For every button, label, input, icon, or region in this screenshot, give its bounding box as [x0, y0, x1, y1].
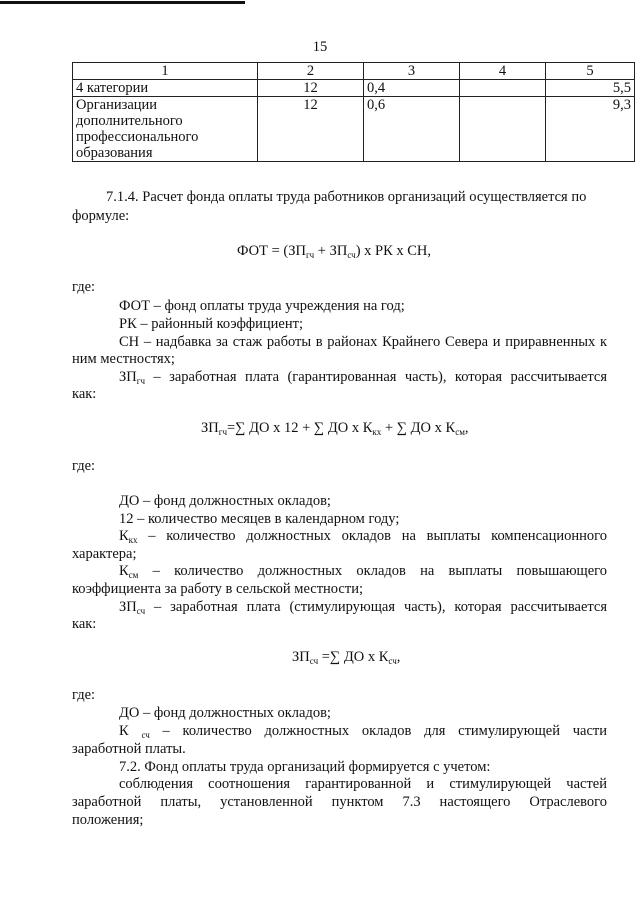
- cell-line: образования: [76, 145, 153, 161]
- how-label: как:: [72, 616, 97, 632]
- paragraph-714-line2: формуле:: [72, 208, 130, 224]
- table-header-cell: 4: [460, 63, 546, 80]
- formula-zpgch: $ЗП_{гч}=\sum$ ДО х 12 + ∑ ДО х $К_{кх}$ + ∑ ДО х $К_{см}$,: [201, 420, 469, 437]
- definition-kkh-line2: характера;: [72, 546, 137, 562]
- table-cell: 9,3: [546, 97, 635, 162]
- definition-rk: РК – районный коэффициент;: [119, 316, 303, 332]
- table-header-cell: 2: [258, 63, 364, 80]
- table-row: [73, 80, 635, 97]
- formula-zpsch: $ЗП_{сч}$ =∑ ДО х $К_{сч}$,: [292, 649, 401, 666]
- table-cell: [460, 80, 546, 97]
- definition-ksch-line2: заработной платы.: [72, 741, 186, 757]
- definition-ksch-line1: К $_{сч}$ – количество должностных окладов для стимулирующей части: [119, 723, 607, 740]
- table-cell: [460, 97, 546, 162]
- table-row: [73, 97, 635, 162]
- top-rule: [0, 1, 245, 4]
- definition-ksm-line2: коэффициента за работу в сельской местности;: [72, 581, 363, 597]
- cell-line: Организации: [76, 97, 158, 113]
- table-cell: 12: [258, 97, 364, 162]
- definition-months: 12 – количество месяцев в календарном году;: [119, 511, 400, 527]
- definition-kkh-line1: $К_{кх}$ – количество должностных окладов на выплаты компенсационного: [119, 528, 607, 545]
- coefficients-table: [72, 62, 635, 162]
- cell-line: профессионального: [76, 129, 199, 145]
- how-label: как:: [72, 386, 97, 402]
- table-cell: 0,6: [364, 97, 460, 162]
- observance-line3: положения;: [72, 812, 144, 828]
- cell-line: дополнительного: [76, 113, 183, 129]
- definition-fot: ФОТ – фонд оплаты труда учреждения на год;: [119, 298, 405, 314]
- definition-ksm-line1: $К_{см}$ – количество должностных окладов на выплаты повышающего: [119, 563, 607, 580]
- definition-do: ДО – фонд должностных окладов;: [119, 493, 331, 509]
- table-cell: 5,5: [546, 80, 635, 97]
- table-cell-name: [73, 97, 258, 162]
- definition-zpgch-line1: $ЗП_{гч}$ – заработная плата (гарантированная часть), которая рассчитывается: [119, 369, 607, 386]
- paragraph-714-line1: 7.1.4. Расчет фонда оплаты труда работников организаций осуществляется по: [106, 189, 587, 205]
- table-header-cell: 1: [73, 63, 258, 80]
- observance-line2: заработной платы, установленной пунктом 7.3 настоящего Отраслевого: [72, 794, 607, 810]
- table-header-row: [73, 63, 635, 80]
- table-cell: 0,4: [364, 80, 460, 97]
- formula-fot: ФОТ = $(ЗП_{гч} + ЗП_{сч})$ х РК х СН,: [237, 243, 432, 260]
- definition-do-2: ДО – фонд должностных окладов;: [119, 705, 331, 721]
- where-label: где:: [72, 458, 96, 474]
- definition-zpsch-line1: $ЗП_{сч}$ – заработная плата (стимулирующая часть), которая рассчитывается: [119, 599, 607, 616]
- definition-sn-line2: ним местностях;: [72, 351, 175, 367]
- paragraph-72: 7.2. Фонд оплаты труда организаций формируется с учетом:: [119, 759, 491, 775]
- table-header-cell: 5: [546, 63, 635, 80]
- where-label: где:: [72, 279, 96, 295]
- table-cell-name: 4 категории: [73, 80, 258, 97]
- page-number: 15: [312, 39, 328, 55]
- table-cell: 12: [258, 80, 364, 97]
- table-header-cell: 3: [364, 63, 460, 80]
- definition-sn-line1: СН – надбавка за стаж работы в районах Крайнего Севера и приравненных к: [119, 334, 607, 350]
- where-label: где:: [72, 687, 96, 703]
- observance-line1: соблюдения соотношения гарантированной и стимулирующей частей: [119, 776, 607, 792]
